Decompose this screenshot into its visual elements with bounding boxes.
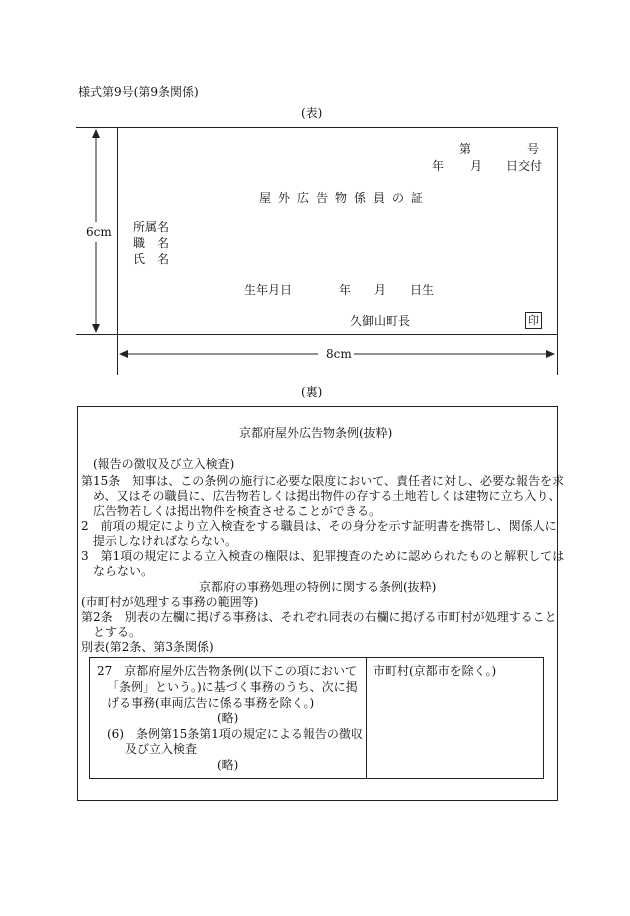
heading-scope: (市町村が処理する事務の範囲等): [81, 595, 259, 609]
heading-report: (報告の徴収及び立入検査): [93, 457, 235, 471]
back-title-2: 京都府の事務処理の特例に関する条例(抜粋): [199, 580, 437, 594]
height-arrow-head-top: [92, 129, 100, 138]
number-mark: 第: [459, 142, 472, 156]
width-dimension: 8cm: [326, 347, 352, 361]
article-2-line-2: とする。: [93, 625, 142, 639]
seal-mark: 印: [525, 312, 542, 329]
issuer: 久御山町長: [350, 314, 411, 328]
table-omission-2: (略): [217, 758, 239, 772]
birth-year: 年: [339, 283, 352, 297]
front-side-label: (表): [301, 106, 323, 120]
issue-year: 年: [432, 159, 445, 173]
back-side-label: (裏): [301, 385, 323, 399]
back-title: 京都府屋外広告物条例(抜粋): [239, 426, 393, 440]
annex-table-divider: [366, 657, 367, 779]
paragraph-2-line-2: 提示しなければならない。: [93, 534, 238, 548]
width-arrow-head-left: [119, 350, 128, 358]
number-suffix: 号: [527, 142, 540, 156]
birth-day: 日生: [410, 283, 435, 297]
position-label: 職 名: [133, 236, 170, 250]
height-arrow-head-bottom: [92, 324, 100, 333]
form-label: 様式第9号(第9条関係): [78, 85, 199, 99]
paragraph-3-line-2: ならない。: [93, 564, 154, 578]
issue-date: 日交付: [506, 159, 543, 173]
birth-month: 月: [374, 283, 387, 297]
table-item-6-line-1: (6) 条例第15条第1項の規定による報告の徴収: [107, 727, 363, 741]
article-15-line-2: め、又はその職員に、広告物若しくは掲出物件の存する土地若しくは建物に立ち入り、: [93, 489, 561, 503]
article-15-line-1: 第15条 知事は、この条例の施行に必要な限度において、責任者に対し、必要な報告を求: [81, 474, 565, 488]
birthdate-label: 生年月日: [244, 283, 293, 297]
issue-month: 月: [470, 159, 483, 173]
name-label: 氏 名: [133, 252, 170, 266]
table-left-line-2: 「条例」という。)に基づく事務のうち、次に掲: [107, 680, 358, 694]
paragraph-3-line-1: 3 第1項の規定による立入検査の権限は、犯罪捜査のために認められたものと解釈しては: [81, 549, 565, 563]
table-left-line-3: げる事務(車両広告に係る事務を除く。): [107, 696, 315, 710]
article-2-line-1: 第2条 別表の左欄に掲げる事務は、それぞれ同表の右欄に掲げる市町村が処理すること: [81, 610, 557, 624]
table-left-line-1: 27 京都府屋外広告物条例(以下この項において: [97, 664, 357, 678]
annex-label: 別表(第2条、第3条関係): [81, 640, 214, 654]
table-omission-1: (略): [217, 711, 239, 725]
article-15-line-3: 広告物若しくは掲出物件を検査させることができる。: [93, 504, 382, 518]
affiliation-label: 所属名: [133, 220, 170, 234]
table-right-cell: 市町村(京都市を除く。): [373, 664, 497, 678]
table-item-6-line-2: 及び立入検査: [125, 742, 198, 756]
paragraph-2-line-1: 2 前項の規定により立入検査をする職員は、その身分を示す証明書を携帯し、関係人に: [81, 519, 557, 533]
width-arrow-head-right: [546, 350, 555, 358]
card-title: 屋外広告物係員の証: [259, 191, 431, 205]
height-dimension: 6cm: [86, 225, 112, 239]
